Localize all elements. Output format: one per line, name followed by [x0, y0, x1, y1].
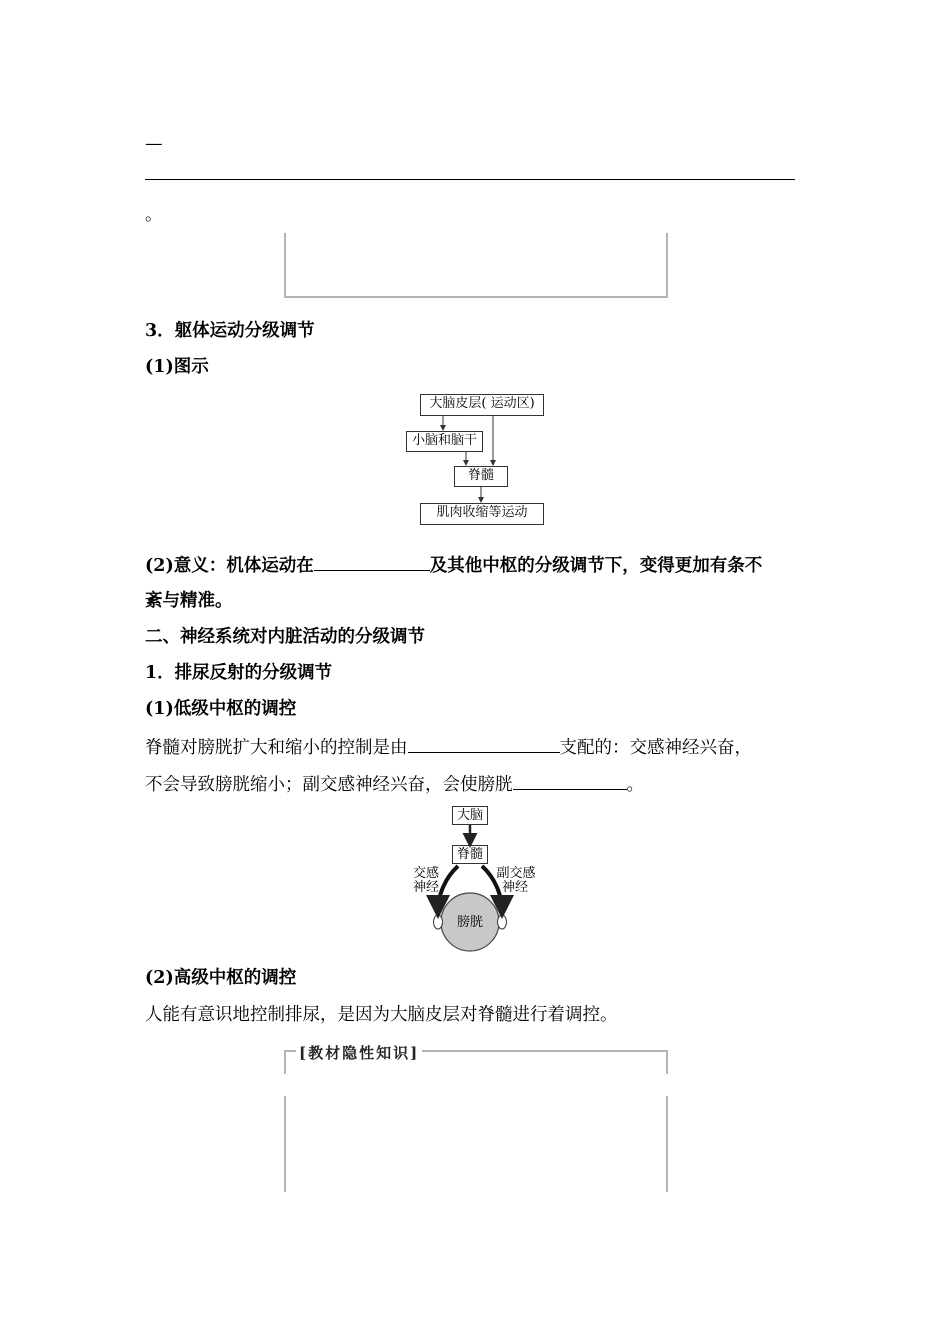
tipbox-title: [教材隐性知识] — [296, 1042, 422, 1063]
spinal-cord-box: 脊髓 — [454, 466, 508, 487]
meaning-line-2: 紊与精准。 — [145, 591, 233, 611]
parasympathetic-label-2: 神经 — [501, 880, 528, 895]
muscle-box: 肌肉收缩等运动 — [420, 503, 544, 525]
sympathetic-label-1: 交感 — [412, 866, 439, 881]
right-sphincter — [498, 915, 507, 929]
meaning-suffix: 及其他中枢的分级调节下，变得更加有条不 — [429, 556, 763, 576]
part-heading: 二、神经系统对内脏活动的分级调节 — [145, 627, 425, 647]
bladder-label: 膀胱 — [456, 915, 483, 930]
parasympathetic-label-1: 副交感 — [496, 866, 536, 881]
tipbox-frame-body — [284, 1096, 668, 1192]
sympathetic-label-2: 神经 — [412, 880, 439, 895]
higher-center-text: 人能有意识地控制排尿，是因为大脑皮层对脊髓进行着调控。 — [145, 1005, 618, 1025]
cortex-box: 大脑皮层( 运动区) — [420, 394, 544, 416]
lower-center-subheading: (1)低级中枢的调控 — [145, 699, 297, 719]
subheading-text: (1)图示 — [145, 357, 209, 377]
meaning-prefix: (2)意义：机体运动在 — [145, 556, 314, 576]
control-line-1-prefix: 脊髓对膀胱扩大和缩小的控制是由 — [145, 738, 408, 758]
control-line-1-suffix: 支配的：交感神经兴奋， — [559, 738, 752, 758]
leading-dash: — — [145, 134, 163, 154]
left-sphincter — [434, 915, 443, 929]
spinal-box: 脊髓 — [452, 845, 488, 864]
control-line-2-suffix: 。 — [626, 775, 644, 795]
trailing-period: 。 — [145, 205, 163, 225]
cerebellum-box: 小脑和脑干 — [406, 431, 483, 452]
item-heading: 1．排尿反射的分级调节 — [145, 663, 333, 683]
control-line-2-prefix: 不会导致膀胱缩小；副交感神经兴奋，会使膀胱 — [145, 775, 513, 795]
brain-box: 大脑 — [452, 806, 488, 825]
section-heading: 3．躯体运动分级调节 — [145, 321, 315, 341]
higher-center-subheading: (2)高级中枢的调控 — [145, 968, 297, 988]
